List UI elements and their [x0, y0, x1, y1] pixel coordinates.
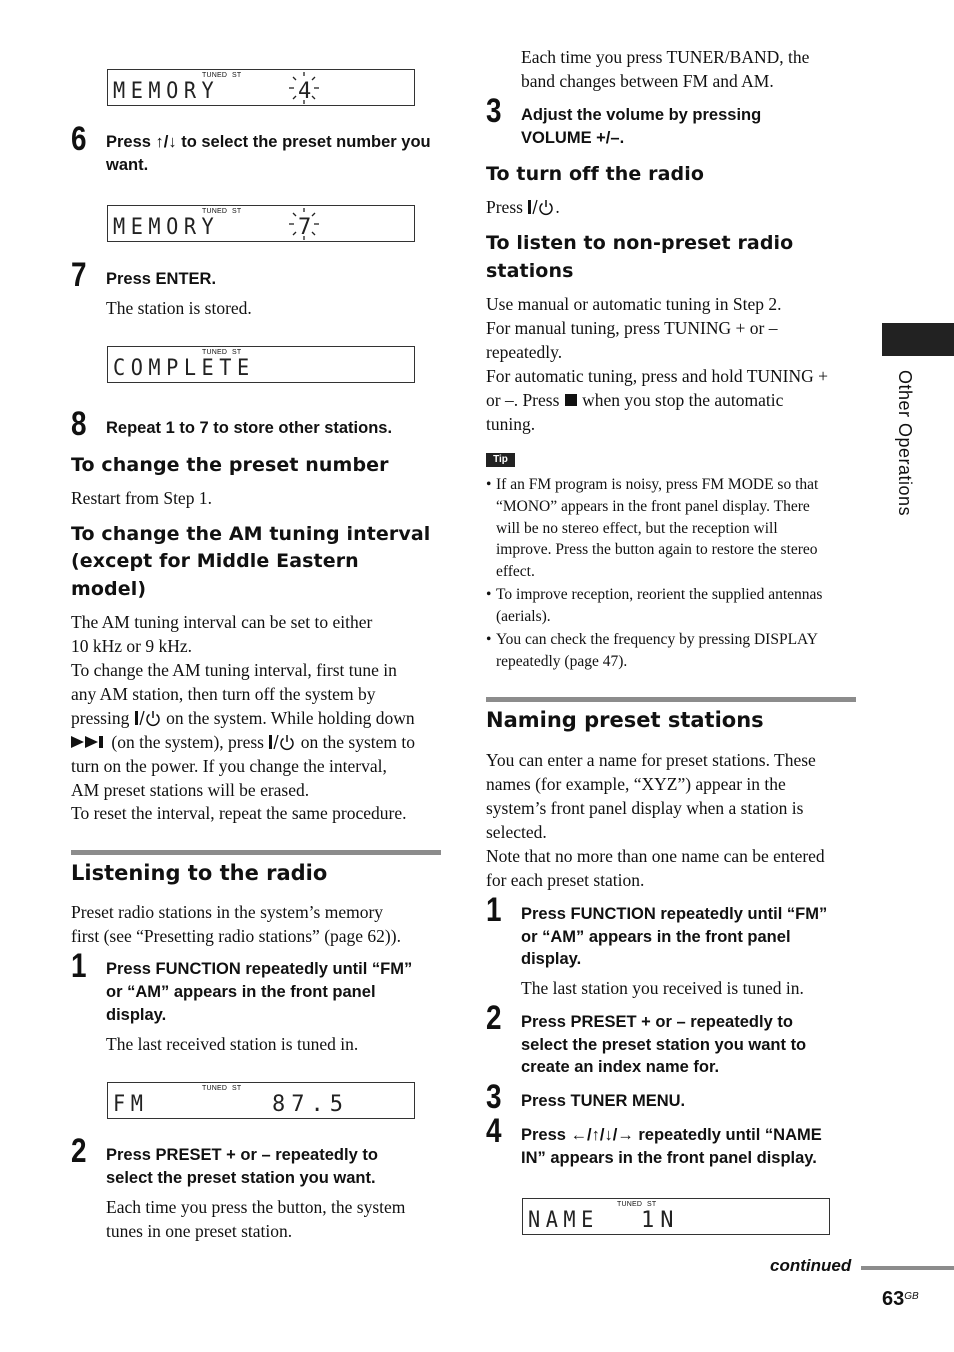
paragraph-line: first (see “Presetting radio stations” (page 62)). [71, 926, 401, 946]
paragraph-line: For automatic tuning, press and hold TUNING + [486, 366, 829, 386]
subheading: To listen to non-preset radio [486, 232, 794, 254]
step-title: Press PRESET + or – repeatedly to [521, 1013, 793, 1031]
paragraph-line: 10 kHz or 9 kHz. [71, 636, 193, 656]
paragraph-line: You can enter a name for preset stations. These [486, 750, 816, 770]
step-title: Press FUNCTION repeatedly until “FM” [521, 905, 828, 923]
step-title: select the preset station you want. [106, 1169, 376, 1187]
stereo-indicator: ST [232, 349, 242, 356]
subheading: stations [486, 260, 574, 282]
lcd-text: MEMORY [113, 215, 220, 240]
step-title: create an index name for. [521, 1058, 720, 1076]
next-track-icon [71, 734, 107, 750]
step-title: IN” appears in the front panel display. [521, 1149, 817, 1167]
step-title: display. [106, 1006, 167, 1024]
subheading: model) [71, 578, 147, 600]
power-icon [268, 733, 296, 751]
paragraph: Restart from Step 1. [71, 488, 212, 508]
step-number: 6 [71, 120, 87, 158]
power-icon [527, 198, 555, 216]
paragraph-line: selected. [486, 822, 547, 842]
side-tab-marker [882, 323, 954, 356]
lcd-frequency: 87.5 [272, 1092, 349, 1117]
tip-bullet: • If an FM program is noisy, press FM MODE so that “MONO” appears in the front panel display. There will be no stereo effect, but the reception will improve. Press the button again to restore the stereo effect. [486, 476, 819, 581]
paragraph-line: To change the AM tuning interval, first tune in [71, 660, 397, 680]
paragraph-line: Use manual or automatic tuning in Step 2. [486, 294, 782, 314]
lcd-display-fm [107, 1082, 415, 1119]
tip-bullet: • You can check the frequency by pressing DISPLAY repeatedly (page 47). [486, 631, 819, 670]
page-number: $63^{GB}$ [882, 1288, 919, 1310]
lcd-band: FM [113, 1092, 149, 1117]
paragraph-line: any AM station, then turn off the system by [71, 684, 376, 704]
continued-rule [861, 1266, 954, 1270]
step-number: 1 [486, 891, 502, 929]
lcd-display-complete [107, 346, 415, 383]
step-body: band changes between FM and AM. [521, 71, 774, 91]
paragraph-line: AM preset stations will be erased. [71, 780, 310, 800]
power-icon [134, 709, 162, 727]
paragraph-line: repeatedly. [486, 342, 563, 362]
step-number: 4 [486, 1112, 502, 1150]
lcd-digit: 7 [298, 215, 318, 240]
lcd-digit: 4 [298, 79, 318, 104]
subheading: (except for Middle Eastern [71, 550, 359, 572]
paragraph-line: Note that no more than one name can be entered [486, 846, 825, 866]
tuned-indicator: TUNED [617, 1201, 643, 1208]
step-body: Each time you press the button, the system [106, 1197, 406, 1217]
step-number: 3 [486, 92, 502, 130]
subheading: To change the preset number [71, 454, 389, 476]
page-suffix: GB [904, 1291, 919, 1302]
section-rule [71, 850, 441, 855]
paragraph-line: To reset the interval, repeat the same procedure. [71, 803, 407, 823]
paragraph-line: tuning. [486, 414, 536, 434]
tuned-indicator: TUNED [202, 349, 228, 356]
step-title: Press ←/↑/↓/→ repeatedly until “NAME [521, 1126, 822, 1144]
lcd-text: COMPLETE [113, 356, 255, 381]
paragraph-line: For manual tuning, press TUNING + or – [486, 318, 778, 338]
paragraph-line: Preset radio stations in the system’s memory [71, 902, 384, 922]
lcd-digit: 1N [641, 1208, 680, 1233]
section-heading: Listening to the radio [71, 861, 328, 885]
stop-icon [564, 393, 578, 407]
section-heading: Naming preset stations [486, 708, 764, 732]
step-body: tunes in one preset station. [106, 1221, 293, 1241]
lcd-text: MEMORY [113, 79, 220, 104]
paragraph-line: names (for example, “XYZ”) appear in the [486, 774, 786, 794]
step-title: display. [521, 950, 582, 968]
lcd-display-name-in [522, 1198, 830, 1235]
tuned-indicator: TUNED [202, 208, 228, 215]
side-label: Other Operations [895, 370, 915, 517]
tip-bullet: • To improve reception, reorient the supplied antennas (aerials). [486, 586, 823, 625]
step-title: Press ENTER. [106, 270, 217, 288]
step-title: select the preset station you want to [521, 1036, 807, 1054]
step-body: The last received station is tuned in. [106, 1034, 359, 1054]
paragraph-line: or –. Press when you stop the automatic [486, 390, 784, 410]
paragraph-line: pressing on the system. While holding down [71, 708, 415, 728]
step-number: 7 [71, 256, 87, 294]
stereo-indicator: ST [647, 1201, 657, 1208]
stereo-indicator: ST [232, 208, 242, 215]
paragraph-line: (on the system), press on the system to [71, 730, 415, 754]
subheading: To turn off the radio [486, 163, 704, 185]
lcd-display-memory-4 [107, 69, 415, 106]
step-body: The last station you received is tuned in. [521, 978, 804, 998]
step-title: Press TUNER MENU. [521, 1092, 686, 1110]
step-body: Each time you press TUNER/BAND, the [521, 47, 810, 67]
step-number: 2 [486, 999, 502, 1037]
lcd-display-memory-7 [107, 205, 415, 242]
stereo-indicator: ST [232, 1085, 242, 1092]
paragraph-line: for each preset station. [486, 870, 645, 890]
paragraph-line: The AM tuning interval can be set to either [71, 612, 373, 632]
paragraph-line: turn on the power. If you change the interval, [71, 756, 387, 776]
step-title: or “AM” appears in the front panel [521, 928, 791, 946]
step-number: 8 [71, 405, 87, 443]
step-title: Repeat 1 to 7 to store other stations. [106, 419, 393, 437]
subheading: To change the AM tuning interval [71, 523, 431, 545]
continued-label: continued [770, 1256, 852, 1275]
step-title: VOLUME +/–. [521, 129, 625, 147]
step-title: or “AM” appears in the front panel [106, 983, 376, 1001]
paragraph-line: Press . [486, 197, 560, 217]
step-number: 2 [71, 1132, 87, 1170]
step-number: 1 [71, 947, 87, 985]
tuned-indicator: TUNED [202, 1085, 228, 1092]
step-title: Press PRESET + or – repeatedly to [106, 1146, 378, 1164]
section-rule [486, 697, 856, 702]
step-title: Press ↑/↓ to select the preset number you want. [106, 133, 431, 174]
stereo-indicator: ST [232, 72, 242, 79]
lcd-text: NAME [528, 1208, 599, 1233]
tip-label: Tip [486, 453, 515, 467]
paragraph-line: system’s front panel display when a station is [486, 798, 804, 818]
step-title: Adjust the volume by pressing [521, 106, 762, 124]
step-body: The station is stored. [106, 298, 252, 318]
step-number: 3 [486, 1078, 502, 1116]
tuned-indicator: TUNED [202, 72, 228, 79]
step-title: Press FUNCTION repeatedly until “FM” [106, 960, 413, 978]
